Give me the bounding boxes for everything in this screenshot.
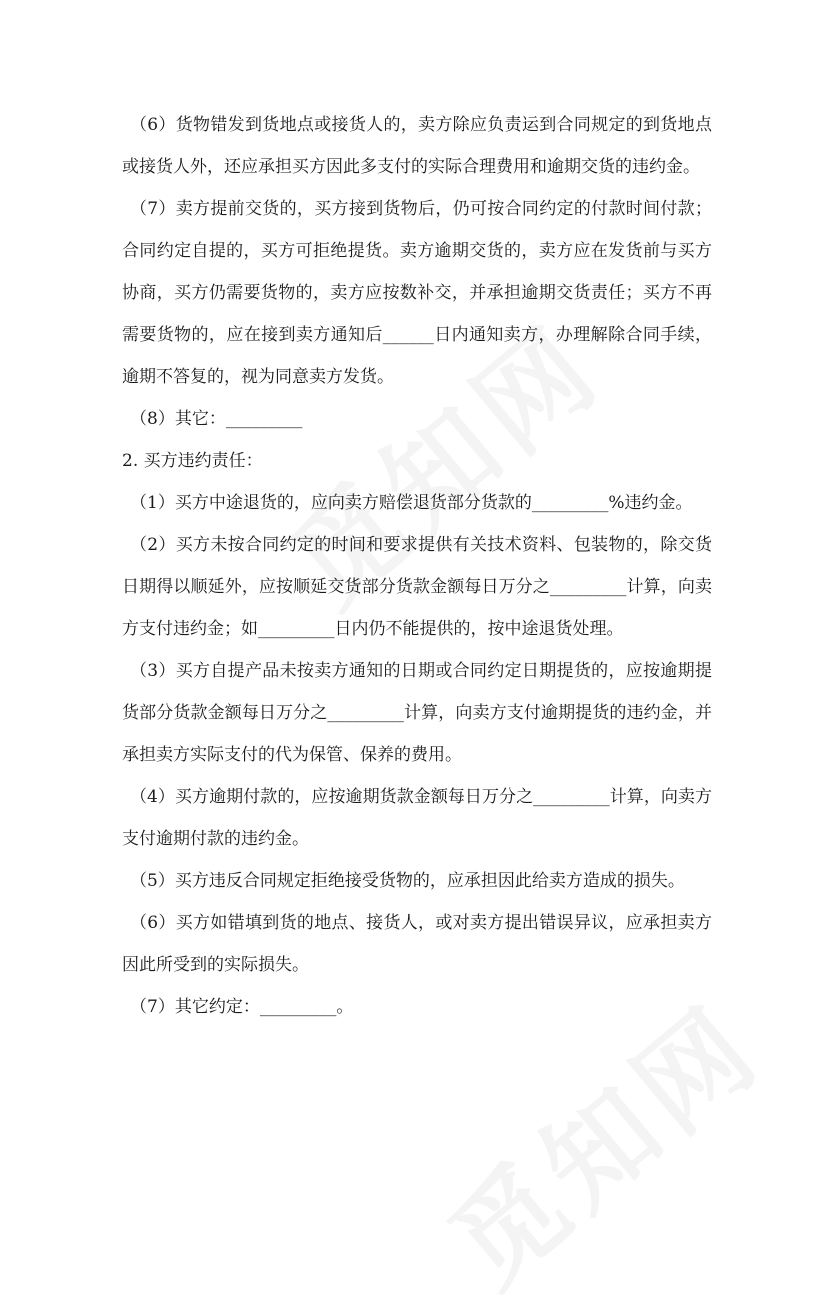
document-body [122,104,712,1028]
clause-buyer-3: （3）买方自提产品未按卖方通知的日期或合同约定日期提货的，应按逾期提货部分货款金额每日万分之_________计算，向卖方支付逾期提货的违约金，并承担卖方实际支付的代为保管、保养的费用。 [122,661,712,765]
clause-seller-8: （8）其它：_________ [130,409,303,429]
clause-buyer-4: （4）买方逾期付款的，应按逾期货款金额每日万分之_________计算，向卖方支付逾期付款的违约金。 [122,787,712,849]
clause-seller-6: （6）货物错发到货地点或接货人的，卖方除应负责运到合同规定的到货地点或接货人外，还应承担买方因此多支付的实际合理费用和逾期交货的违约金。 [122,115,712,177]
clause-buyer-6: （6）买方如错填到货的地点、接货人，或对卖方提出错误异议，应承担卖方因此所受到的实际损失。 [122,913,712,975]
section-heading-buyer-liability: 2. 买方违约责任： [122,451,263,471]
clause-buyer-5: （5）买方违反合同规定拒绝接受货物的，应承担因此给卖方造成的损失。 [130,871,685,891]
clause-seller-7: （7）卖方提前交货的，买方接到货物后，仍可按合同约定的付款时间付款；合同约定自提的，买方可拒绝提货。卖方逾期交货的，卖方应在发货前与买方协商，买方仍需要货物的，卖方应按数补交，并承担逾期交货责任；买方不再需要货物的，应在接到卖方通知后______日内通知卖方，办理解除合同手续，逾期不答复的，视为同意卖方发货。 [122,199,712,387]
clause-buyer-1: （1）买方中途退货的，应向卖方赔偿退货部分货款的_________%违约金。 [130,493,693,513]
clause-buyer-7: （7）其它约定：_________。 [130,997,354,1017]
clause-buyer-2: （2）买方未按合同约定的时间和要求提供有关技术资料、包装物的，除交货日期得以顺延外，应按顺延交货部分货款金额每日万分之_________计算，向卖方支付违约金；如_________日内仍不能提供的，按中途退货处理。 [122,535,712,639]
